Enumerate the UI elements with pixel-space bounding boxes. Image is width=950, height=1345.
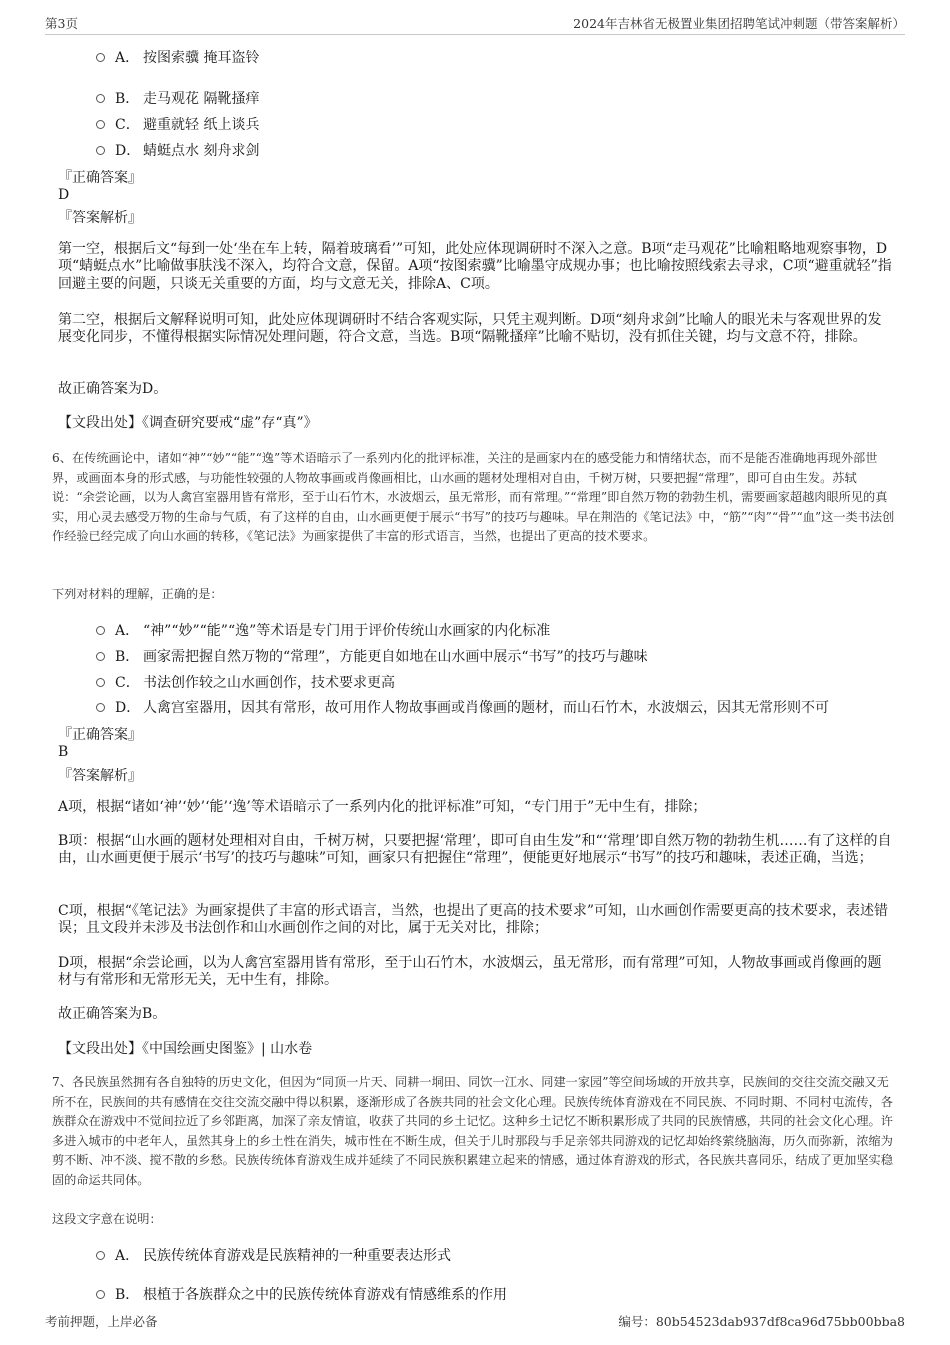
q6-option-d[interactable]: D． 人禽宫室器用，因其有常形，故可用作人物故事画或肖像画的题材，而山石竹木，水波烟云，因其无常形则不可 bbox=[96, 697, 829, 717]
q6-prompt: 下列对材料的理解，正确的是： bbox=[52, 587, 223, 601]
q5-analysis-paragraph: 第一空，根据后文“每到一处‘坐在车上转，隔着玻璃看’”可知，此处应体现调研时不深入之意。B项“走马观花”比喻粗略地观察事物，D项“蜻蜓点水”比喻做事肤浅不深入，均符合文意，保留。A项“按图索骥”比喻墨守成规办事；也比喻按照线索去寻求，C项“避重就轻”指回避主要的问题，只谈无关重要的方面，均与文意无关，排除A、C项。 bbox=[58, 241, 892, 292]
q6-analysis-paragraph: A项，根据“诸如‘神’‘妙’‘能’‘逸’等术语暗示了一系列内化的批评标准”可知，“专门用于”无中生有，排除； bbox=[58, 799, 707, 815]
q6-option-c[interactable]: C． 书法创作较之山水画创作，技术要求更高 bbox=[96, 672, 395, 692]
q5-analysis-label: 『答案解析』 bbox=[58, 210, 142, 226]
radio-icon[interactable] bbox=[96, 703, 105, 712]
q5-option-d[interactable]: D． 蜻蜓点水 刻舟求剑 bbox=[96, 140, 259, 160]
radio-icon[interactable] bbox=[96, 120, 105, 129]
q5-conclusion: 故正确答案为D。 bbox=[58, 381, 168, 397]
q7-option-b[interactable]: B． 根植于各族群众之中的民族传统体育游戏有情感维系的作用 bbox=[96, 1284, 507, 1304]
radio-icon[interactable] bbox=[96, 94, 105, 103]
q5-answer-label: 『正确答案』 bbox=[58, 170, 142, 186]
q5-analysis-paragraph: 第二空，根据后文解释说明可知，此处应体现调研时不结合客观实际，只凭主观判断。D项“刻舟求剑”比喻人的眼光未与客观世界的发展变化同步，不懂得根据实际情况处理问题，符合文意，当选。B项“隔靴搔痒”比喻不贴切，没有抓住关键，均与文意不符，排除。 bbox=[58, 312, 882, 346]
q6-analysis-paragraph: B项：根据“山水画的题材处理相对自由，千树万树，只要把握‘常理’，即可自由生发”和“‘常理’即自然万物的勃勃生机……有了这样的自由，山水画更便于展示‘书写’的技巧与趣味”可知，画家只有把握住“常理”，便能更好地展示“书写”的技巧和趣味，表述正确，当选； bbox=[58, 833, 892, 867]
q7-option-a[interactable]: A． 民族传统体育游戏是民族精神的一种重要表达形式 bbox=[96, 1245, 451, 1265]
q6-answer-label: 『正确答案』 bbox=[58, 727, 142, 743]
radio-icon[interactable] bbox=[96, 626, 105, 635]
q6-analysis-label: 『答案解析』 bbox=[58, 768, 142, 784]
radio-icon[interactable] bbox=[96, 678, 105, 687]
radio-icon[interactable] bbox=[96, 146, 105, 155]
q5-option-c[interactable]: C． 避重就轻 纸上谈兵 bbox=[96, 114, 259, 134]
q6-source: 【文段出处】《中国绘画史图鉴》| 山水卷 bbox=[58, 1041, 313, 1057]
footer-slogan: 考前押题，上岸必备 bbox=[45, 1314, 158, 1329]
q5-option-b[interactable]: B． 走马观花 隔靴搔痒 bbox=[96, 88, 259, 108]
q6-question-text: 6、在传统画论中，诸如“神”“妙”“能”“逸”等术语暗示了一系列内化的批评标准，关注的是画家内在的感受能力和情绪状态，而不是能否准确地再现外部世界，或画面本身的形式感，与功能性较强的人物故事画或肖像画相比，山水画的题材处理相对自由，千树万树，只要把握“常理”，即可自由生发。苏轼说：“余尝论画，以为人禽宫室器用皆有常形，至于山石竹木，水波烟云，虽无常形，而有常理。”“常理”即自然万物的勃勃生机，需要画家超越肉眼所见的真实，用心灵去感受万物的生命与气质，有了这样的自由，山水画更便于展示“书写”的技巧与趣味。早在荆浩的《笔记法》中，“筋”“肉”“骨”“血”这一类书法创作经验已经完成了向山水画的转移，《笔记法》为画家提供了丰富的形式语言，当然，也提出了更高的技术要求。 bbox=[52, 451, 895, 543]
q6-analysis-paragraph: D项，根据“余尝论画，以为人禽宫室器用皆有常形，至于山石竹木，水波烟云，虽无常形，而有常理”可知，人物故事画或肖像画的题材与有常形和无常形无关，无中生有，排除。 bbox=[58, 955, 882, 989]
q5-answer: D bbox=[58, 187, 70, 203]
radio-icon[interactable] bbox=[96, 652, 105, 661]
q7-prompt: 这段文字意在说明： bbox=[52, 1212, 162, 1226]
radio-icon[interactable] bbox=[96, 1251, 105, 1260]
q6-answer: B bbox=[58, 744, 69, 760]
q7-question-text: 7、各民族虽然拥有各自独特的历史文化，但因为“同顶一片天、同耕一垌田、同饮一江水、同建一家园”等空间场域的开放共享，民族间的交往交流交融又无所不在，民族间的共有感情在交往交流交融中得以积累，逐渐形成了各族共同的社会文化心理。民族传统体育游戏在不同民族、不同时期、不同村屯流传，各族群众在游戏中不觉间拉近了乡邻距离，加深了亲友情谊，收获了共同的乡土记忆。这种乡土记忆不断积累形成了共同的民族情感，共同的社会文化心理。许多进入城市的中老年人，虽然其身上的乡土性在消失，城市性在不断生成，但关于儿时那段与手足亲邻共同游戏的记忆却始终萦绕脑海，历久而弥新，浓缩为剪不断、冲不淡、搅不散的乡愁。民族传统体育游戏生成并延续了不同民族积累建立起来的情感，通过体育游戏的形式，各民族共喜同乐，结成了更加坚实稳固的命运共同体。 bbox=[52, 1075, 893, 1187]
q6-option-a[interactable]: A． “神”“妙”“能”“逸”等术语是专门用于评价传统山水画家的内化标准 bbox=[96, 620, 550, 640]
q6-analysis-paragraph: C项，根据“《笔记法》为画家提供了丰富的形式语言，当然，也提出了更高的技术要求”可知，山水画创作需要更高的技术要求，表述错误；且文段并未涉及书法创作和山水画创作之间的对比，属于无关对比，排除； bbox=[58, 903, 889, 937]
q6-conclusion: 故正确答案为B。 bbox=[58, 1006, 167, 1022]
page-footer bbox=[45, 1312, 905, 1332]
radio-icon[interactable] bbox=[96, 1290, 105, 1299]
q5-source: 【文段出处】《调查研究要戒“虚”存“真”》 bbox=[58, 415, 318, 431]
radio-icon[interactable] bbox=[96, 53, 105, 62]
document-code: 编号：80b54523dab937df8ca96d75bb00bba8 bbox=[618, 1314, 905, 1329]
page-header bbox=[45, 14, 905, 35]
q6-option-b[interactable]: B． 画家需把握自然万物的“常理”，方能更自如地在山水画中展示“书写”的技巧与趣味 bbox=[96, 646, 648, 666]
document-title: 2024年吉林省无极置业集团招聘笔试冲刺题（带答案解析） bbox=[573, 16, 905, 31]
page-number: 第3页 bbox=[45, 16, 78, 31]
q5-option-a[interactable]: A． 按图索骥 掩耳盗铃 bbox=[96, 47, 259, 67]
